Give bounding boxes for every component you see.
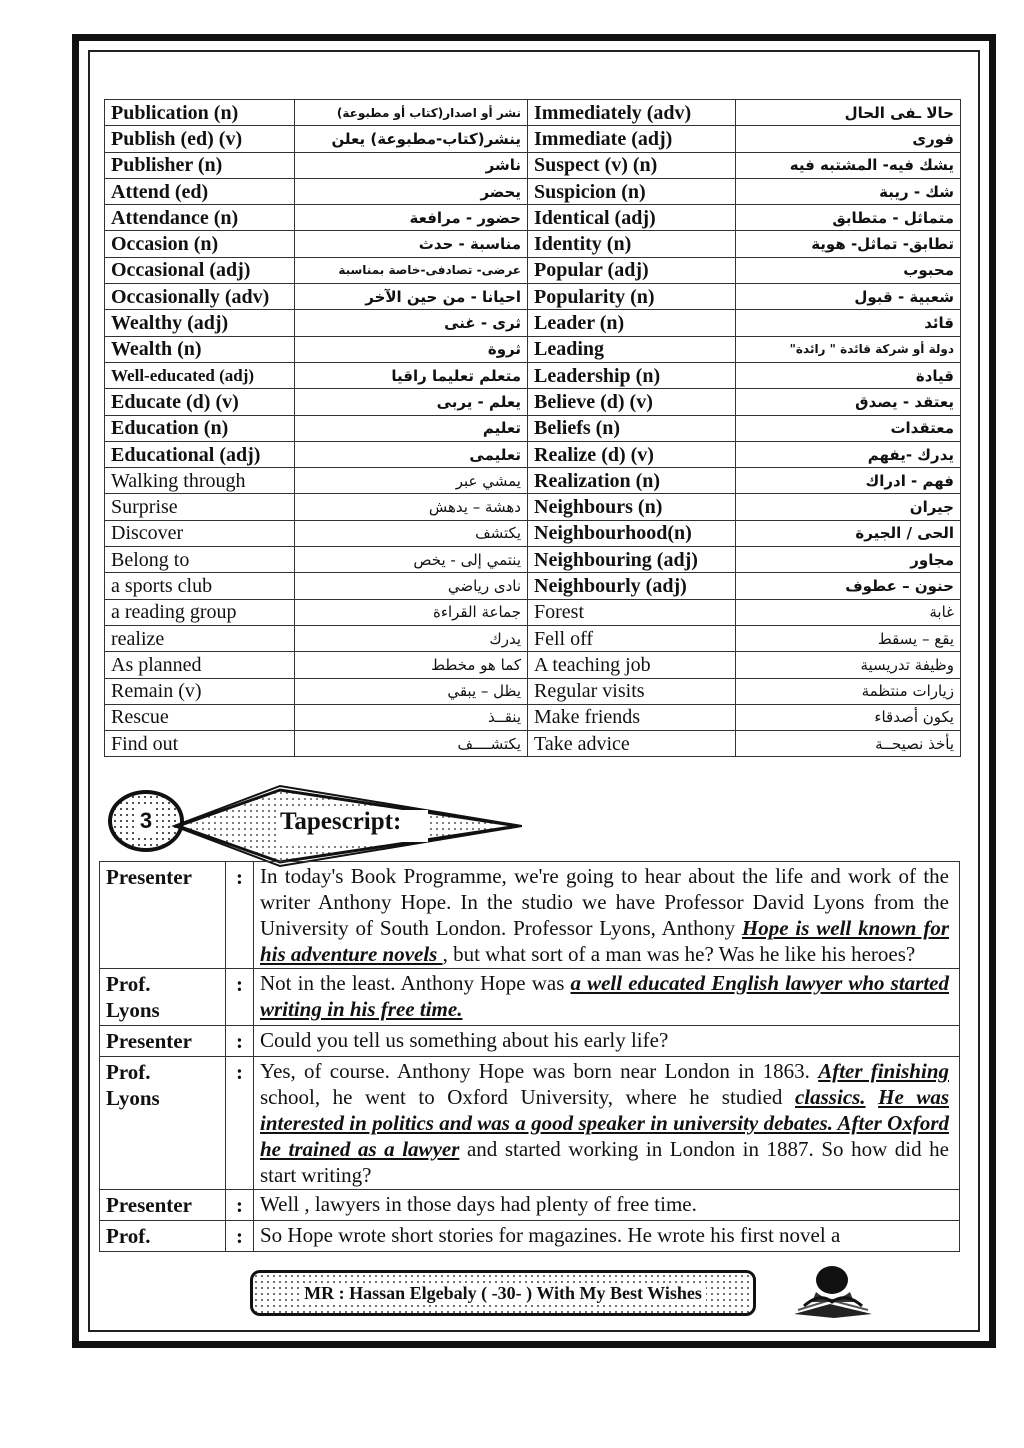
vocab-row bbox=[105, 336, 961, 362]
vocab-meaning: قائد bbox=[736, 310, 961, 336]
vocab-meaning: يشك فيه- المشتبه فيه bbox=[736, 152, 961, 178]
vocab-meaning: حضور - مرافعة bbox=[295, 205, 528, 231]
vocab-meaning: ثرى - غنى bbox=[295, 310, 528, 336]
vocab-row bbox=[105, 731, 961, 757]
vocab-row bbox=[105, 520, 961, 546]
vocab-row bbox=[105, 652, 961, 678]
tapescript-row bbox=[100, 1221, 960, 1252]
tapescript-row bbox=[100, 969, 960, 1026]
vocab-row bbox=[105, 126, 961, 152]
speech-text bbox=[254, 1190, 960, 1221]
vocab-meaning: شعبية - قبول bbox=[736, 284, 961, 310]
highlighted-phrase: After finishing bbox=[818, 1059, 949, 1083]
speech-text bbox=[254, 862, 960, 969]
vocab-word: Suspicion (n) bbox=[528, 178, 736, 204]
vocab-meaning: يكتشف bbox=[295, 520, 528, 546]
tapescript-row bbox=[100, 1057, 960, 1190]
vocab-word: Educational (adj) bbox=[105, 441, 295, 467]
speaker-colon: : bbox=[226, 1190, 254, 1221]
vocabulary-table bbox=[104, 99, 961, 757]
vocab-word: Education (n) bbox=[105, 415, 295, 441]
vocab-row bbox=[105, 468, 961, 494]
vocab-word: Occasional (adj) bbox=[105, 257, 295, 283]
speech-segment bbox=[866, 1085, 879, 1109]
speaker-name: Presenter bbox=[100, 862, 226, 969]
vocab-row bbox=[105, 625, 961, 651]
vocab-word: Publication (n) bbox=[105, 100, 295, 126]
reading-student-logo-icon bbox=[790, 1262, 876, 1320]
vocab-row bbox=[105, 362, 961, 388]
vocab-word: Attendance (n) bbox=[105, 205, 295, 231]
vocab-word: a sports club bbox=[105, 573, 295, 599]
vocab-meaning: حنون – عطوف bbox=[736, 573, 961, 599]
vocab-meaning: نادى رياضي bbox=[295, 573, 528, 599]
vocab-meaning: تطابق- تماثل- هوية bbox=[736, 231, 961, 257]
footer-banner bbox=[250, 1270, 756, 1316]
vocab-meaning: جيران bbox=[736, 494, 961, 520]
speaker-name: Prof. Lyons bbox=[100, 969, 226, 1026]
vocab-row bbox=[105, 573, 961, 599]
vocab-row bbox=[105, 231, 961, 257]
speaker-colon: : bbox=[226, 1221, 254, 1252]
vocab-word: Realization (n) bbox=[528, 468, 736, 494]
speech-text bbox=[254, 1221, 960, 1252]
vocab-meaning: احيانا - من حين الآخر bbox=[295, 284, 528, 310]
vocab-meaning: يمشي عبر bbox=[295, 468, 528, 494]
vocab-meaning: ثروة bbox=[295, 336, 528, 362]
vocab-word: Immediately (adv) bbox=[528, 100, 736, 126]
vocab-meaning: يكون أصدقاء bbox=[736, 704, 961, 730]
vocab-word: A teaching job bbox=[528, 652, 736, 678]
speech-segment: , but what sort of a man was he? Was he like his heroes? bbox=[442, 942, 916, 966]
vocab-word: Immediate (adj) bbox=[528, 126, 736, 152]
highlighted-phrase: classics. bbox=[794, 1085, 866, 1109]
vocab-word: Occasionally (adv) bbox=[105, 284, 295, 310]
vocab-word: Belong to bbox=[105, 547, 295, 573]
vocab-meaning: تعليمى bbox=[295, 441, 528, 467]
vocab-meaning: فورى bbox=[736, 126, 961, 152]
vocab-meaning: شك - ريبة bbox=[736, 178, 961, 204]
speaker-colon: : bbox=[226, 1057, 254, 1190]
vocab-row bbox=[105, 494, 961, 520]
vocab-word: Attend (ed) bbox=[105, 178, 295, 204]
vocab-word: Discover bbox=[105, 520, 295, 546]
vocab-word: Popular (adj) bbox=[528, 257, 736, 283]
highlighted-phrase: He was interested in politics and was a good speaker in university debates. After Oxford he trained as a lawyer bbox=[260, 1085, 950, 1161]
tapescript-row bbox=[100, 862, 960, 969]
vocab-meaning: يكتشــــف bbox=[295, 731, 528, 757]
vocab-meaning: يأخذ نصيحــة bbox=[736, 731, 961, 757]
vocab-meaning: ناشر bbox=[295, 152, 528, 178]
vocab-meaning: دهشة – يدهش bbox=[295, 494, 528, 520]
vocab-meaning: يظل – يبقي bbox=[295, 678, 528, 704]
vocab-word: Neighbourly (adj) bbox=[528, 573, 736, 599]
vocab-row bbox=[105, 599, 961, 625]
speech-segment: school, he went to Oxford University, where he studied bbox=[260, 1085, 795, 1109]
vocab-meaning: عرضى- تصادفى-خاصة بمناسبة bbox=[295, 257, 528, 283]
vocab-meaning: معتقدات bbox=[736, 415, 961, 441]
vocab-row bbox=[105, 284, 961, 310]
highlighted-phrase: Hope is well known for his adventure novels bbox=[260, 916, 949, 966]
vocab-word: Neighbouring (adj) bbox=[528, 547, 736, 573]
speech-segment: and started working in London in 1887. So how did he start writing? bbox=[260, 1137, 950, 1187]
vocab-meaning: وظيفة تدريسية bbox=[736, 652, 961, 678]
speech-segment: Could you tell us something about his early life? bbox=[260, 1028, 669, 1052]
vocab-word: Regular visits bbox=[528, 678, 736, 704]
vocab-meaning: مناسبة - حدث bbox=[295, 231, 528, 257]
vocab-word: Neighbours (n) bbox=[528, 494, 736, 520]
vocab-meaning: يقع – يسقط bbox=[736, 625, 961, 651]
vocab-meaning: يدرك -يفهم bbox=[736, 441, 961, 467]
vocab-word: Beliefs (n) bbox=[528, 415, 736, 441]
vocab-meaning: تعليم bbox=[295, 415, 528, 441]
vocab-word: Occasion (n) bbox=[105, 231, 295, 257]
vocab-word: Identical (adj) bbox=[528, 205, 736, 231]
speech-segment: Yes, of course. Anthony Hope was born near London in 1863. bbox=[260, 1059, 819, 1083]
vocab-word: Walking through bbox=[105, 468, 295, 494]
vocab-row bbox=[105, 152, 961, 178]
section-number: 3 bbox=[137, 808, 155, 834]
speech-segment: So Hope wrote short stories for magazines. He wrote his first novel a bbox=[260, 1223, 841, 1247]
vocab-meaning: دولة أو شركة قائدة " رائدة" bbox=[736, 336, 961, 362]
vocab-meaning: ينتمي إلى - يخص bbox=[295, 547, 528, 573]
vocab-word: Suspect (v) (n) bbox=[528, 152, 736, 178]
highlighted-phrase: a well educated English lawyer who started writing in his free time. bbox=[260, 971, 949, 1021]
vocab-meaning: نشر أو اصدار(كتاب أو مطبوعة) bbox=[295, 100, 528, 126]
speaker-name: Prof. bbox=[100, 1221, 226, 1252]
vocab-meaning: الحى / الجيرة bbox=[736, 520, 961, 546]
vocab-meaning: حالا ـفى الحال bbox=[736, 100, 961, 126]
vocab-word: As planned bbox=[105, 652, 295, 678]
vocab-word: Forest bbox=[528, 599, 736, 625]
vocab-meaning: متماثل - متطابق bbox=[736, 205, 961, 231]
vocab-word: a reading group bbox=[105, 599, 295, 625]
vocab-meaning: كما هو مخطط bbox=[295, 652, 528, 678]
vocab-row bbox=[105, 441, 961, 467]
vocab-row bbox=[105, 678, 961, 704]
vocab-word: Fell off bbox=[528, 625, 736, 651]
vocab-word: Leading bbox=[528, 336, 736, 362]
vocab-meaning: يدرك bbox=[295, 625, 528, 651]
vocab-word: Rescue bbox=[105, 704, 295, 730]
speech-text bbox=[254, 1026, 960, 1057]
speaker-colon: : bbox=[226, 969, 254, 1026]
vocab-meaning: غابة bbox=[736, 599, 961, 625]
speech-segment: Not in the least. Anthony Hope was bbox=[260, 971, 571, 995]
vocab-word: Remain (v) bbox=[105, 678, 295, 704]
vocab-row bbox=[105, 389, 961, 415]
vocab-row bbox=[105, 205, 961, 231]
tapescript-table bbox=[99, 861, 960, 1252]
vocab-word: Realize (d) (v) bbox=[528, 441, 736, 467]
speech-text bbox=[254, 969, 960, 1026]
footer-text: MR : Hassan Elgebaly ( -30- ) With My Best Wishes bbox=[300, 1283, 706, 1304]
vocab-word: Surprise bbox=[105, 494, 295, 520]
vocab-row bbox=[105, 704, 961, 730]
vocab-word: Make friends bbox=[528, 704, 736, 730]
vocab-word: realize bbox=[105, 625, 295, 651]
section-title: Tapescript: bbox=[280, 808, 402, 835]
vocab-word: Wealth (n) bbox=[105, 336, 295, 362]
vocab-word: Educate (d) (v) bbox=[105, 389, 295, 415]
vocab-word: Well-educated (adj) bbox=[105, 362, 295, 388]
vocab-meaning: محبوب bbox=[736, 257, 961, 283]
speaker-colon: : bbox=[226, 1026, 254, 1057]
speech-segment: Well , lawyers in those days had plenty of free time. bbox=[260, 1192, 697, 1216]
vocab-word: Believe (d) (v) bbox=[528, 389, 736, 415]
vocab-row bbox=[105, 100, 961, 126]
speech-segment: In today's Book Programme, we're going to hear about the life and work of the writer Anthony Hope. In the studio we have Professor David Lyons from the University of South London. Professor Lyons, Anthony bbox=[260, 864, 949, 940]
tapescript-row bbox=[100, 1026, 960, 1057]
speech-text bbox=[254, 1057, 960, 1190]
vocab-meaning: قيادة bbox=[736, 362, 961, 388]
vocab-word: Neighbourhood(n) bbox=[528, 520, 736, 546]
vocab-meaning: جماعة القراءة bbox=[295, 599, 528, 625]
speaker-name: Presenter bbox=[100, 1190, 226, 1221]
vocab-meaning: متعلم تعليما راقيا bbox=[295, 362, 528, 388]
vocab-word: Find out bbox=[105, 731, 295, 757]
vocab-row bbox=[105, 415, 961, 441]
vocab-row bbox=[105, 310, 961, 336]
vocab-row bbox=[105, 178, 961, 204]
speaker-colon: : bbox=[226, 862, 254, 969]
vocab-word: Publisher (n) bbox=[105, 152, 295, 178]
vocab-meaning: فهم - ادراك bbox=[736, 468, 961, 494]
vocab-meaning: ينقــذ bbox=[295, 704, 528, 730]
vocab-meaning: مجاور bbox=[736, 547, 961, 573]
vocab-meaning: يحضر bbox=[295, 178, 528, 204]
vocab-word: Publish (ed) (v) bbox=[105, 126, 295, 152]
vocab-word: Leadership (n) bbox=[528, 362, 736, 388]
vocab-word: Popularity (n) bbox=[528, 284, 736, 310]
vocab-word: Leader (n) bbox=[528, 310, 736, 336]
vocab-meaning: يعلم - يربى bbox=[295, 389, 528, 415]
vocab-row bbox=[105, 547, 961, 573]
vocab-meaning: يعتقد - يصدق bbox=[736, 389, 961, 415]
vocab-word: Take advice bbox=[528, 731, 736, 757]
vocab-meaning: ينشر(كتاب-مطبوعة) يعلن bbox=[295, 126, 528, 152]
vocab-word: Wealthy (adj) bbox=[105, 310, 295, 336]
vocab-meaning: زيارات منتظمة bbox=[736, 678, 961, 704]
speaker-name: Presenter bbox=[100, 1026, 226, 1057]
vocab-row bbox=[105, 257, 961, 283]
tapescript-row bbox=[100, 1190, 960, 1221]
speaker-name: Prof. Lyons bbox=[100, 1057, 226, 1190]
vocab-word: Identity (n) bbox=[528, 231, 736, 257]
